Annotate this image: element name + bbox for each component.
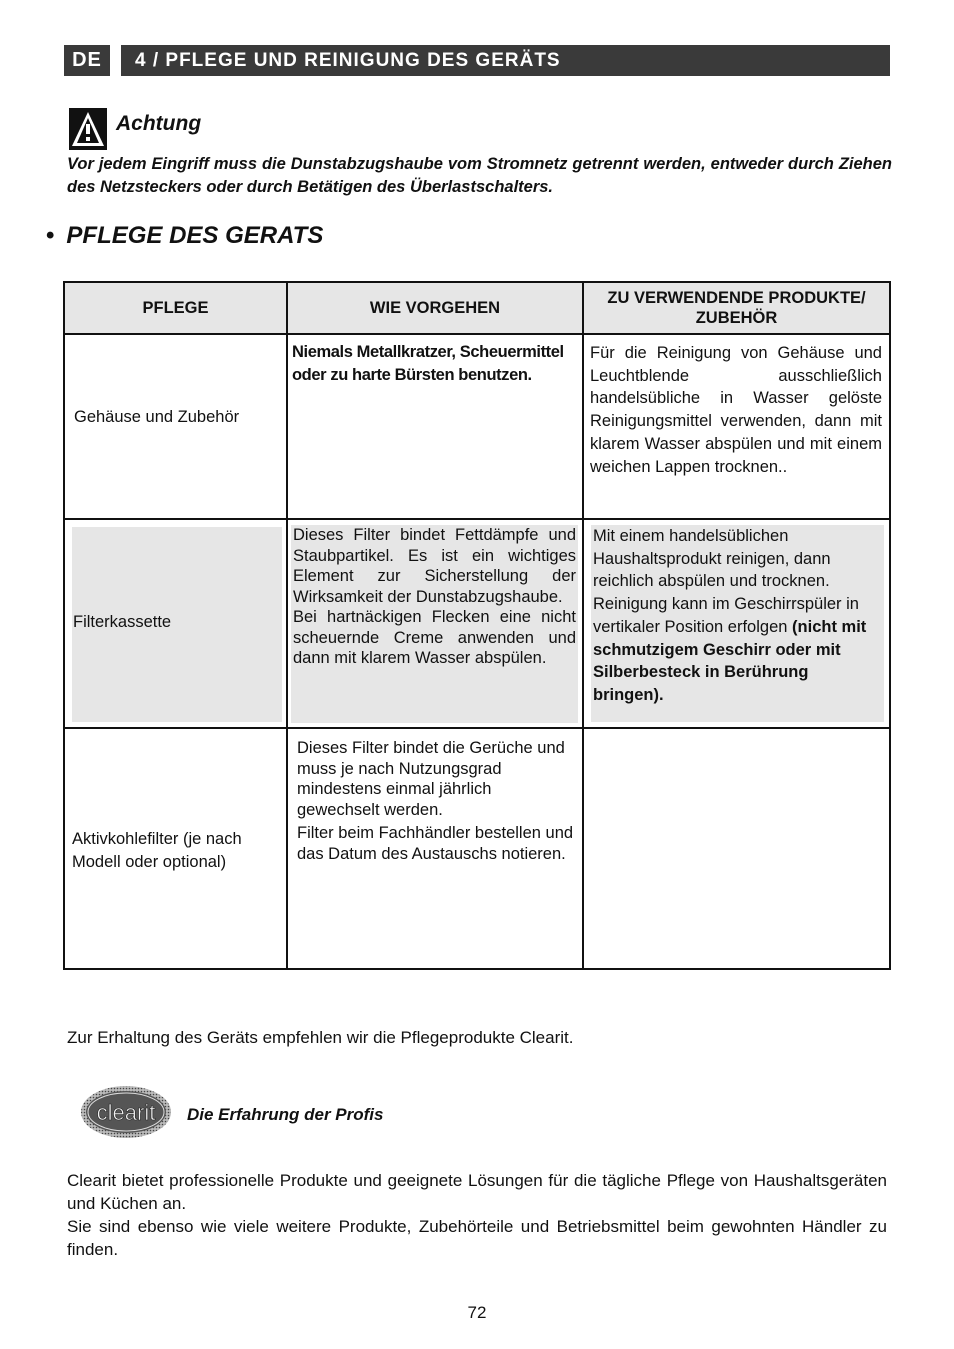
row3-vorgehen	[297, 738, 575, 864]
row2-produkte	[591, 525, 884, 722]
row1-pflege: Gehäuse und Zubehör	[74, 408, 240, 426]
row1-produkte: Für die Reinigung von Gehäuse und Leuchtblende ausschließlich handelsübliche in Wasser gelöste Reinigungsmittel verwenden, dann mit klarem Wasser abspülen und mit einem weichen Lappen trocknen..	[590, 344, 882, 476]
row3-pflege: Aktivkohlefilter (je nach Modell oder optional)	[72, 830, 242, 871]
language-badge: DE	[64, 45, 110, 76]
row2-vorgehen	[291, 525, 578, 723]
column-divider	[286, 283, 288, 968]
row1-vorgehen: Niemals Metallkratzer, Scheuermittel oder zu harte Bürsten benutzen.	[292, 343, 564, 384]
row-divider	[65, 333, 889, 335]
table-header-produkte: ZU VERWENDENDE PRODUKTE/ ZUBEHÖR	[607, 289, 866, 327]
row2-produkte-normal: Mit einem handelsüblichen Haushaltsprodukt reinigen, dann reichlich abspülen und trocknen. Reinigung kann im Geschirrspüler in vertikaler Position erfolgen	[593, 527, 859, 636]
warning-text: Vor jedem Eingriff muss die Dunstabzugshaube vom Stromnetz getrennt werden, entweder durch Ziehen des Netzsteckers oder durch Betätigen des Überlastschalters.	[67, 155, 892, 196]
column-divider	[582, 283, 584, 968]
body-paragraph: Clearit bietet professionelle Produkte und geeignete Lösungen für die tägliche Pflege von Haushaltsgeräten und Küchen an.	[67, 1171, 887, 1213]
clearit-logo	[80, 1084, 172, 1140]
tagline: Die Erfahrung der Profis	[187, 1105, 384, 1124]
row-divider	[65, 727, 889, 729]
clearit-logo-text: clearit	[96, 1100, 156, 1125]
page-number: 72	[467, 1303, 487, 1322]
row3-vorgehen-part1: Dieses Filter bindet die Gerüche und muss je nach Nutzungsgrad mindestens einmal jährlich gewechselt werden.	[297, 739, 565, 819]
chapter-title: 4 / PFLEGE UND REINIGUNG DES GERÄTS	[121, 45, 890, 76]
warning-triangle-icon	[69, 108, 107, 150]
care-table	[63, 281, 891, 970]
row-divider	[65, 518, 889, 520]
section-title-text: PFLEGE DES GERATS	[66, 222, 324, 249]
row3-vorgehen-part2: Filter beim Fachhändler bestellen und das Datum des Austauschs notieren.	[297, 824, 574, 863]
row2-produkte-bold: (nicht mit schmutzigem Geschirr oder mit Silberbesteck in Berührung bringen).	[593, 617, 867, 704]
body-text	[67, 1169, 887, 1261]
section-title	[46, 222, 323, 250]
bullet: •	[46, 222, 55, 249]
warning-title: Achtung	[116, 112, 202, 135]
row2-pflege: Filterkassette	[73, 613, 172, 631]
table-header-vorgehen: WIE VORGEHEN	[369, 299, 501, 317]
row2-vorgehen-part2: Bei hartnäckigen Flecken eine nicht scheuernde Creme anwenden und dann mit klarem Wasser abspülen.	[293, 608, 576, 667]
table-header-pflege: PFLEGE	[142, 299, 209, 317]
body-paragraph: Sie sind ebenso wie viele weitere Produkte, Zubehörteile und Betriebsmittel beim gewohnten Händler zu finden.	[67, 1217, 887, 1259]
recommendation-text: Zur Erhaltung des Geräts empfehlen wir die Pflegeprodukte Clearit.	[67, 1028, 574, 1047]
row2-vorgehen-part1: Dieses Filter bindet Fettdämpfe und Staubpartikel. Es ist ein wichtiges Element zur Sicherstellung der Wirksamkeit der Dunstabzugshaube.	[293, 526, 576, 606]
